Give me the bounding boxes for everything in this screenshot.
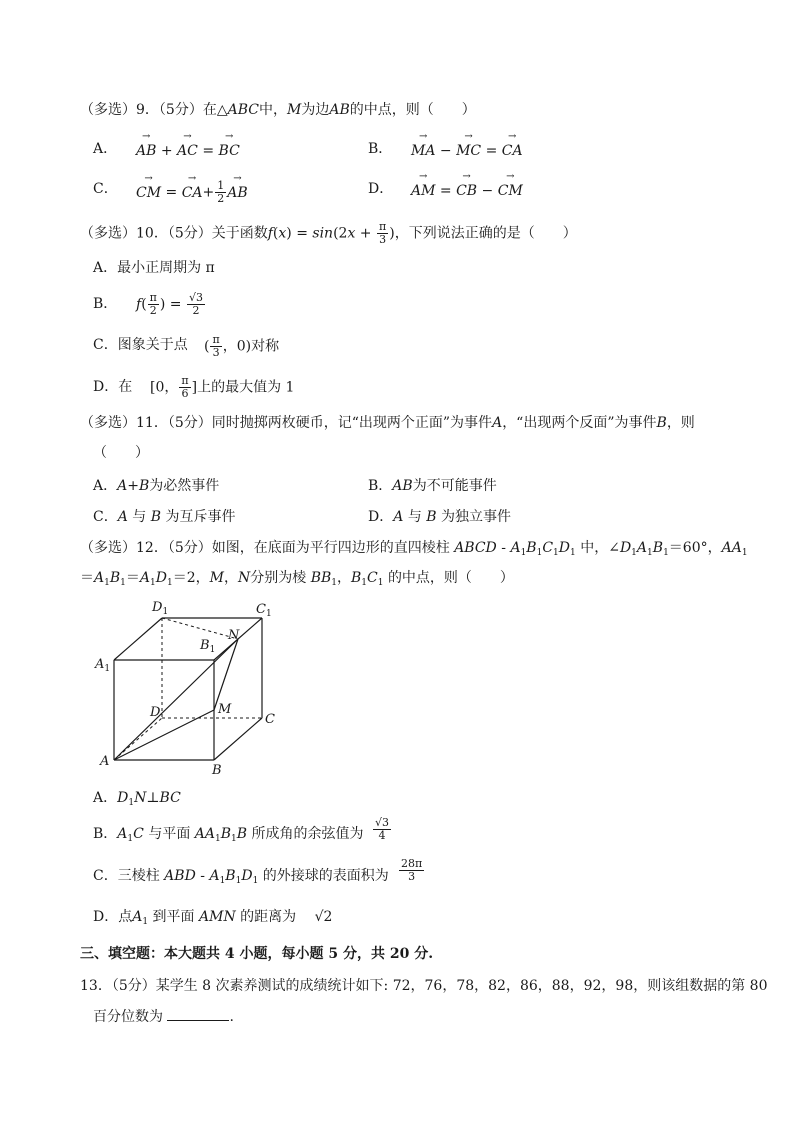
q13-text: . bbox=[229, 1009, 234, 1025]
prism-figure bbox=[92, 598, 292, 788]
q12-option-a: A．$D_1N\perp BC$ bbox=[93, 790, 181, 808]
option-text: 与 bbox=[132, 509, 147, 525]
q9-option-a-math: → AB + → AC = → BC bbox=[136, 142, 240, 160]
option-label: D． bbox=[368, 181, 394, 197]
option-text: 为互斥事件 bbox=[165, 509, 236, 525]
option-math: A+B bbox=[117, 478, 150, 494]
q9-text: M bbox=[286, 102, 302, 118]
q9-text: 为边 bbox=[301, 102, 330, 118]
q11-text: 同时抛掷两枚硬币，记“出现两个正面”为事件 bbox=[211, 415, 493, 431]
q12-option-c: C．三棱柱 ABD - $A_1B_1D_1$ 的外接球的表面积为 bbox=[93, 868, 389, 886]
q11-text: ，“出现两个反面”为事件 bbox=[502, 415, 657, 431]
q10-option-a bbox=[93, 259, 215, 277]
q12-text: 如图，在底面为平行四边形的直四棱柱 bbox=[211, 540, 450, 556]
option-math: AB bbox=[392, 478, 413, 494]
q10-option-b bbox=[93, 295, 117, 313]
q9-text: 在△ bbox=[202, 102, 228, 118]
label-c: C bbox=[265, 712, 275, 727]
q9-label: （多选）9．（5分） bbox=[80, 102, 203, 118]
q11-label: （多选）11．（5分） bbox=[80, 415, 212, 431]
q11-option-a bbox=[93, 477, 219, 495]
option-text: 的外接球的表面积为 bbox=[262, 868, 389, 884]
q11-option-d bbox=[368, 508, 511, 526]
q11-stem bbox=[80, 414, 695, 432]
option-text: D．点 bbox=[93, 909, 133, 925]
q10-option-d-math: [0， $\frac{\pi}{6}$ ]上的最大值为 1 bbox=[150, 374, 295, 400]
q13-label: 13．（5分） bbox=[80, 978, 156, 994]
label-d: D bbox=[150, 705, 161, 720]
option-math: A bbox=[117, 509, 128, 525]
q10-option-d bbox=[93, 378, 132, 396]
edge-b-c bbox=[214, 718, 262, 760]
option-label: A． bbox=[93, 790, 118, 806]
q11-option-c bbox=[93, 508, 236, 526]
label-a: A bbox=[100, 754, 110, 769]
option-label: C． bbox=[93, 181, 118, 197]
q12-stem-line2: $=A_1B_1=A_1D_1=2$，M，N分别为棱 $BB_1$，$B_1C_1$ 的中点，则（ ） bbox=[80, 570, 514, 588]
q12-option-d: D．点$A_1$ 到平面 AMN 的距离为 √2 bbox=[93, 909, 333, 927]
q9-text: 的中点，则（ ） bbox=[349, 102, 476, 118]
label-a1: $A_1$ bbox=[95, 657, 111, 674]
q10-option-c bbox=[93, 336, 188, 354]
label-c1: $C_1$ bbox=[256, 602, 272, 619]
answer-paren: （ ） bbox=[93, 445, 149, 461]
q9-option-d bbox=[368, 180, 393, 198]
edge-a1-d1 bbox=[114, 618, 162, 660]
option-math: B bbox=[426, 509, 437, 525]
q9-option-d-math: → AM = → CB − → CM bbox=[411, 182, 523, 200]
option-label: B． bbox=[93, 296, 118, 312]
q12-text: 分别为棱 bbox=[250, 570, 307, 586]
option-text: 为必然事件 bbox=[149, 478, 220, 494]
q12-stem: （多选）12．（5分）如图，在底面为平行四边形的直四棱柱 ABCD - $A_1B_1C_1D_1$ 中，$\angle D_1A_1B_1=60^\circ$，$AA_1$ bbox=[80, 540, 748, 558]
answer-blank[interactable] bbox=[167, 1008, 229, 1021]
label-b1: $B_1$ bbox=[200, 638, 216, 655]
segment-d1-n bbox=[162, 618, 238, 639]
q9-option-b-math: → MA − → MC = → CA bbox=[411, 142, 523, 160]
q11-paren bbox=[93, 444, 149, 462]
q10-label: （多选）10．（5分） bbox=[80, 225, 212, 242]
q13-stem bbox=[80, 977, 768, 995]
q11-text: B bbox=[656, 415, 667, 431]
q11-option-b bbox=[368, 477, 497, 495]
label-b: B bbox=[212, 763, 222, 778]
q9-text: ABC bbox=[227, 102, 259, 118]
q10-text: 关于函数 bbox=[211, 225, 268, 242]
option-text: 为独立事件 bbox=[441, 509, 512, 525]
option-text: C．图象关于点 bbox=[93, 337, 188, 353]
q12-label: （多选）12．（5分） bbox=[80, 540, 212, 556]
q9-option-a bbox=[93, 140, 117, 158]
label-d1: $D_1$ bbox=[152, 600, 169, 617]
q12-text: 的中点，则（ ） bbox=[387, 570, 514, 586]
option-text: D．在 bbox=[93, 379, 133, 395]
section-heading bbox=[80, 945, 433, 963]
option-label: B． bbox=[93, 826, 118, 842]
option-label: B． bbox=[368, 478, 393, 494]
option-text: 到平面 bbox=[152, 909, 195, 925]
option-label: B． bbox=[368, 141, 393, 157]
option-text: 对称 bbox=[251, 338, 280, 355]
q9-stem bbox=[80, 101, 476, 119]
option-text: 为不可能事件 bbox=[412, 478, 497, 494]
q9-option-b bbox=[368, 140, 392, 158]
option-text: 的距离为 bbox=[240, 909, 297, 925]
q11-text: ，则 bbox=[666, 415, 695, 431]
q12-option-c-value: $\frac{28\pi}{3}$ bbox=[401, 857, 423, 883]
option-label: C． bbox=[93, 509, 118, 525]
q12-text: 中，∠ bbox=[580, 540, 620, 556]
segment-a-n bbox=[114, 639, 238, 760]
option-text: 所成角的余弦值为 bbox=[251, 826, 364, 842]
q9-text: AB bbox=[329, 102, 350, 118]
q9-text: 中， bbox=[258, 102, 287, 118]
q10-text: ，下列说法正确的是（ ） bbox=[394, 225, 577, 242]
q13-text: 某学生 8 次素养测试的成绩统计如下: 72，76，78，82，86，88，92，98，则该组数据的第 80 bbox=[155, 978, 768, 994]
option-math: B bbox=[150, 509, 162, 525]
option-text: 上的最大值为 1 bbox=[197, 379, 295, 396]
q12-text: ＝60°， bbox=[668, 540, 722, 556]
option-label: D． bbox=[368, 509, 394, 525]
option-label: A． bbox=[93, 141, 118, 157]
option-text: C．三棱柱 bbox=[93, 868, 160, 884]
option-text: 与 bbox=[407, 509, 422, 525]
q13-stem-line2 bbox=[93, 1008, 234, 1026]
section-heading-text: 三、填空题：本大题共 4 小题，每小题 5 分，共 20 分. bbox=[80, 946, 434, 962]
q12-option-b: B．$A_1C$ 与平面 $AA_1B_1B$ 所成角的余弦值为 bbox=[93, 826, 364, 844]
q11-text: A bbox=[492, 415, 503, 431]
label-m: M bbox=[218, 702, 232, 717]
q10-stem: （多选）10．（5分）关于函数f(x) = sin(2x + $\frac{\pi}{3}$ )，下列说法正确的是（ ） bbox=[80, 220, 577, 246]
q10-option-b-math: f( $\frac{\pi}{2}$ ) = $\frac{√3}{2}$ bbox=[136, 291, 203, 317]
q9-option-c-math: → CM = → CA+ $\frac{1}{2}$ → AB bbox=[136, 180, 248, 205]
option-text: 与平面 bbox=[148, 826, 191, 842]
q13-text: 百分位数为 bbox=[93, 1009, 163, 1025]
label-n: N bbox=[228, 628, 240, 643]
option-text: A．最小正周期为 π bbox=[93, 260, 215, 276]
option-label: A． bbox=[93, 478, 118, 494]
option-math: A bbox=[393, 509, 404, 525]
q9-option-c bbox=[93, 180, 118, 198]
q12-option-b-value: $\frac{√3}{4}$ bbox=[375, 816, 390, 842]
q10-option-c-math: ( $\frac{\pi}{3}$ ，0)对称 bbox=[204, 333, 280, 359]
